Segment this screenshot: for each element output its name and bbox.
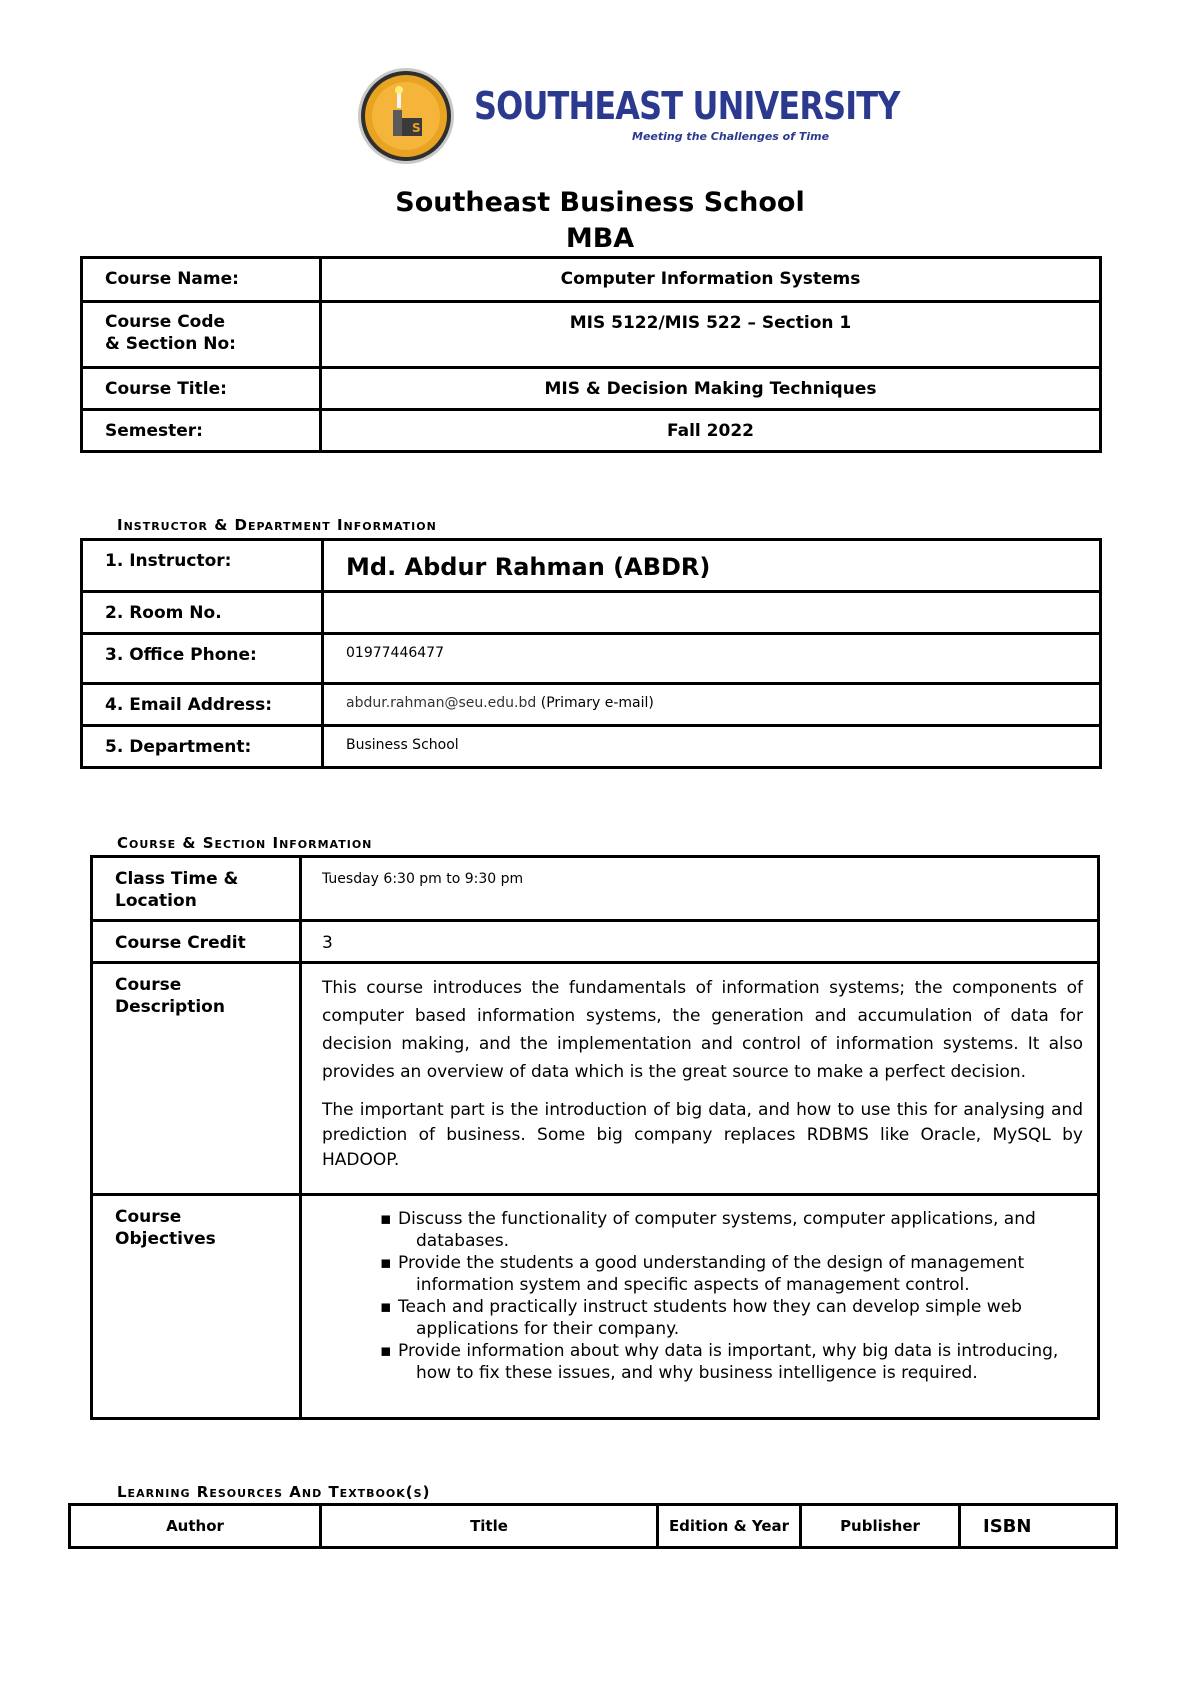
- instructor-section-heading: Instructor & Department Information: [117, 516, 437, 534]
- office-phone-value: 01977446477: [323, 634, 1101, 684]
- bullet-icon: ▪: [380, 1209, 392, 1229]
- semester-value: Fall 2022: [321, 410, 1101, 452]
- table-row: [82, 726, 1101, 768]
- department-label: 5. Department:: [82, 726, 323, 768]
- email-label: 4. Email Address:: [82, 684, 323, 726]
- table-row: [92, 921, 1099, 963]
- table-row: [82, 634, 1101, 684]
- email-cell: [323, 684, 1101, 726]
- office-phone-label: 3. Office Phone:: [82, 634, 323, 684]
- class-time-label-line2: Location: [115, 891, 197, 911]
- list-item: ▪ Discuss the functionality of computer systems, computer applications, and databases.: [380, 1209, 1036, 1251]
- school-title: Southeast Business School: [395, 187, 805, 218]
- table-row: [92, 963, 1099, 1195]
- table-row: [82, 540, 1101, 592]
- course-title-value: MIS & Decision Making Techniques: [321, 368, 1101, 410]
- textbook-table: [68, 1503, 1118, 1549]
- table-row: [82, 592, 1101, 634]
- course-objectives-value: [301, 1195, 1099, 1419]
- course-name-label: Course Name:: [82, 258, 321, 302]
- learning-resources-heading: Learning Resources And Textbook(s): [117, 1483, 431, 1501]
- bullet-icon: ▪: [380, 1297, 392, 1317]
- course-description-paragraph: This course introduces the fundamentals of information systems; the components of computer based information systems, the generation and accumulation of data for decision making, and the implementation and control of information systems. It also provides an overview of data which is the great source to make a perfect decision.: [322, 978, 1083, 1082]
- course-description-paragraph: The important part is the introduction of big data, and how to use this for analysing and prediction of business. Some big company replaces RDBMS like Oracle, MySQL by HADOOP.: [322, 1100, 1083, 1170]
- svg-text:S: S: [412, 121, 421, 135]
- bullet-icon: ▪: [380, 1253, 392, 1273]
- table-row: [82, 258, 1101, 302]
- course-description-label-line2: Description: [115, 997, 225, 1017]
- email-note: (Primary e-mail): [540, 695, 654, 711]
- course-description-value: [301, 963, 1099, 1195]
- list-item: ▪ Provide information about why data is important, why big data is introducing, how to fix these issues, and why business intelligence is required.: [380, 1341, 1059, 1383]
- objectives-list: [322, 1208, 1083, 1384]
- room-value: [323, 592, 1101, 634]
- course-name-value: Computer Information Systems: [321, 258, 1101, 302]
- course-objectives-label-line1: Course: [115, 1207, 182, 1227]
- course-section-table: [90, 855, 1100, 1420]
- course-code-value: MIS 5122/MIS 522 – Section 1: [321, 302, 1101, 368]
- table-row: [82, 410, 1101, 452]
- course-credit-label: Course Credit: [92, 921, 301, 963]
- column-header-title: Title: [321, 1505, 658, 1548]
- bullet-icon: ▪: [380, 1341, 392, 1361]
- university-name: SOUTHEAST UNIVERSITY: [474, 84, 900, 128]
- course-description-label-line1: Course: [115, 975, 182, 995]
- instructor-label: 1. Instructor:: [82, 540, 323, 592]
- column-header-author: Author: [70, 1505, 321, 1548]
- instructor-value: Md. Abdur Rahman (ABDR): [323, 540, 1101, 592]
- course-objectives-label: [92, 1195, 301, 1419]
- semester-label: Semester:: [82, 410, 321, 452]
- instructor-info-table: [80, 538, 1102, 769]
- column-header-isbn: ISBN: [960, 1505, 1117, 1548]
- class-time-label-line1: Class Time &: [115, 869, 239, 889]
- table-header-row: [70, 1505, 1117, 1548]
- course-description-label: [92, 963, 301, 1195]
- table-row: [82, 368, 1101, 410]
- course-section-heading: Course & Section Information: [117, 834, 373, 852]
- department-value: Business School: [323, 726, 1101, 768]
- list-item: ▪ Provide the students a good understanding of the design of management information system and specific aspects of management control.: [380, 1253, 1025, 1295]
- table-row: [82, 684, 1101, 726]
- table-row: [92, 1195, 1099, 1419]
- list-item: ▪ Teach and practically instruct students how they can develop simple web applications for their company.: [380, 1297, 1022, 1339]
- course-code-label: [82, 302, 321, 368]
- course-title-label: Course Title:: [82, 368, 321, 410]
- university-tagline: Meeting the Challenges of Time: [632, 130, 830, 143]
- email-link[interactable]: abdur.rahman@seu.edu.bd: [346, 695, 537, 711]
- program-title: MBA: [565, 223, 635, 254]
- university-logo: [356, 66, 900, 174]
- class-time-value: Tuesday 6:30 pm to 9:30 pm: [301, 857, 1099, 921]
- course-code-label-line2: & Section No:: [105, 334, 236, 354]
- course-objectives-label-line2: Objectives: [115, 1229, 216, 1249]
- course-info-table: [80, 256, 1102, 453]
- class-time-label: [92, 857, 301, 921]
- course-code-label-line1: Course Code: [105, 312, 226, 332]
- column-header-publisher: Publisher: [801, 1505, 960, 1548]
- column-header-edition-year: Edition & Year: [658, 1505, 801, 1548]
- table-row: [82, 302, 1101, 368]
- room-label: 2. Room No.: [82, 592, 323, 634]
- university-seal-icon: [356, 66, 456, 166]
- table-row: [92, 857, 1099, 921]
- course-credit-value: 3: [301, 921, 1099, 963]
